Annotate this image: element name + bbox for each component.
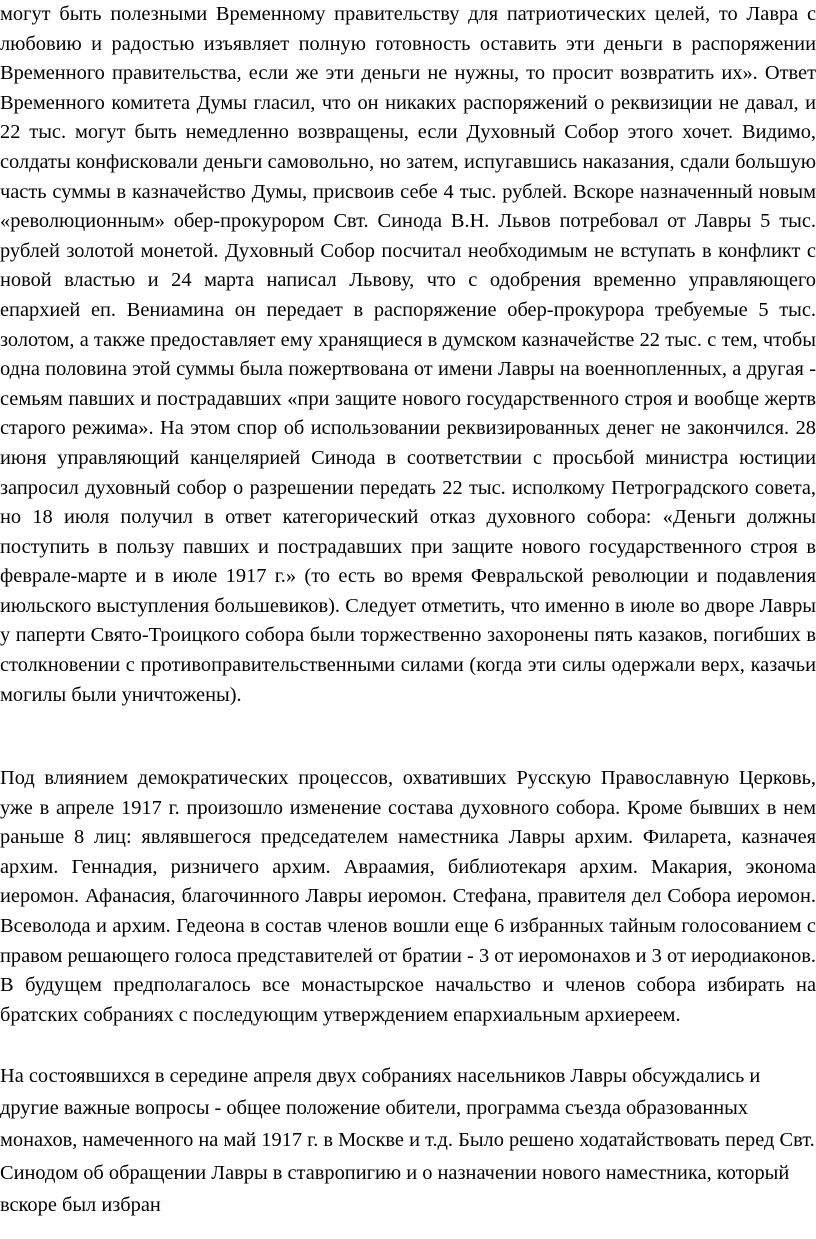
paragraph-spiritual-council: Под влиянием демократических процессов, охвативших Русскую Православную Церковь, уже в апреле 1917 г. произошло изменение состава духовного собора. Кроме бывших в нем раньше 8 лиц: являвшегося председателем наместника Лавры архим. Филарета, казначея архим. Геннадия, ризничего архим. Авраамия, библиотекаря архим. Макария, эконома иеромон. Афанасия, благочинного Лавры иеромон. Стефана, правителя дел Собора иеромон. Всеволода и архим. Гедеона в состав членов вошли еще 6 избранных тайным голосованием с правом решающего голоса представителей от братии - 3 от иеромонахов и 3 от иеродиаконов. В будущем предполагалось все монастырское начальство и членов собора избирать на братских собраниях с последующим утверждением епархиальным архиереем. (0, 767, 816, 1026)
paragraph-requisition: могут быть полезными Временному правительству для патриотических целей, то Лавра с любовию и радостью изъявляет полную готовность оставить эти деньги в распоряжении Временного правительства, если же эти деньги не нужны, то просит возвратить их». Ответ Временного комитета Думы гласил, что он никаких распоряжений о реквизиции не давал, и 22 тыс. могут быть немедленно возвращены, если Духовный Собор этого хочет. Видимо, солдаты конфисковали деньги самовольно, но затем, испугавшись наказания, сдали большую часть суммы в казначейство Думы, присвоив себе 4 тыс. рублей. Вскоре назначенный новым «революционным» обер-прокурором Свт. Синода В.Н. Львов потребовал от Лавры 5 тыс. рублей золотой монетой. Духовный Собор посчитал необходимым не вступать в конфликт с новой властью и 24 марта написал Львову, что с одобрения временно управляющего епархией еп. Вениамина он передает в распоряжение обер-прокурора требуемые 5 тыс. золотом, а также предоставляет ему хранящиеся в думском казначействе 22 тыс. с тем, чтобы одна половина этой суммы была пожертвована от имени Лавры на военнопленных, а другая - семьям павших и пострадавших «при защите нового государственного строя и вообще жертв старого режима». На этом спор об использовании реквизированных денег не закончился. 28 июня управляющий канцелярией Синода в соответствии с просьбой министра юстиции запросил духовный собор о разрешении передать 22 тыс. исполкому Петроградского совета, но 18 июля получил в ответ категорический отказ духовного собора: «Деньги должны поступить в пользу павших и пострадавших при защите нового государственного строя в феврале-марте и в июле 1917 г.» (то есть во время Февральской революции и подавления июльского выступления большевиков). Следует отметить, что именно в июле во дворе Лавры у паперти Свято-Троицкого собора были торжественно захоронены пять казаков, погибших в столкновении с противоправительственными силами (когда эти силы одержали верх, казачьи могилы были уничтожены). (0, 3, 816, 706)
paragraph-april-meetings: На состоявшихся в середине апреля двух собраниях насельников Лавры обсуждались и другие важные вопросы - общее положение обители, программа съезда образованных монахов, намеченного на май 1917 г. в Москве и т.д. Было решено ходатайствовать перед Свт. Синодом об обращении Лавры в ставропигию и о назначении нового наместника, который вскоре был избран (0, 1065, 815, 1216)
